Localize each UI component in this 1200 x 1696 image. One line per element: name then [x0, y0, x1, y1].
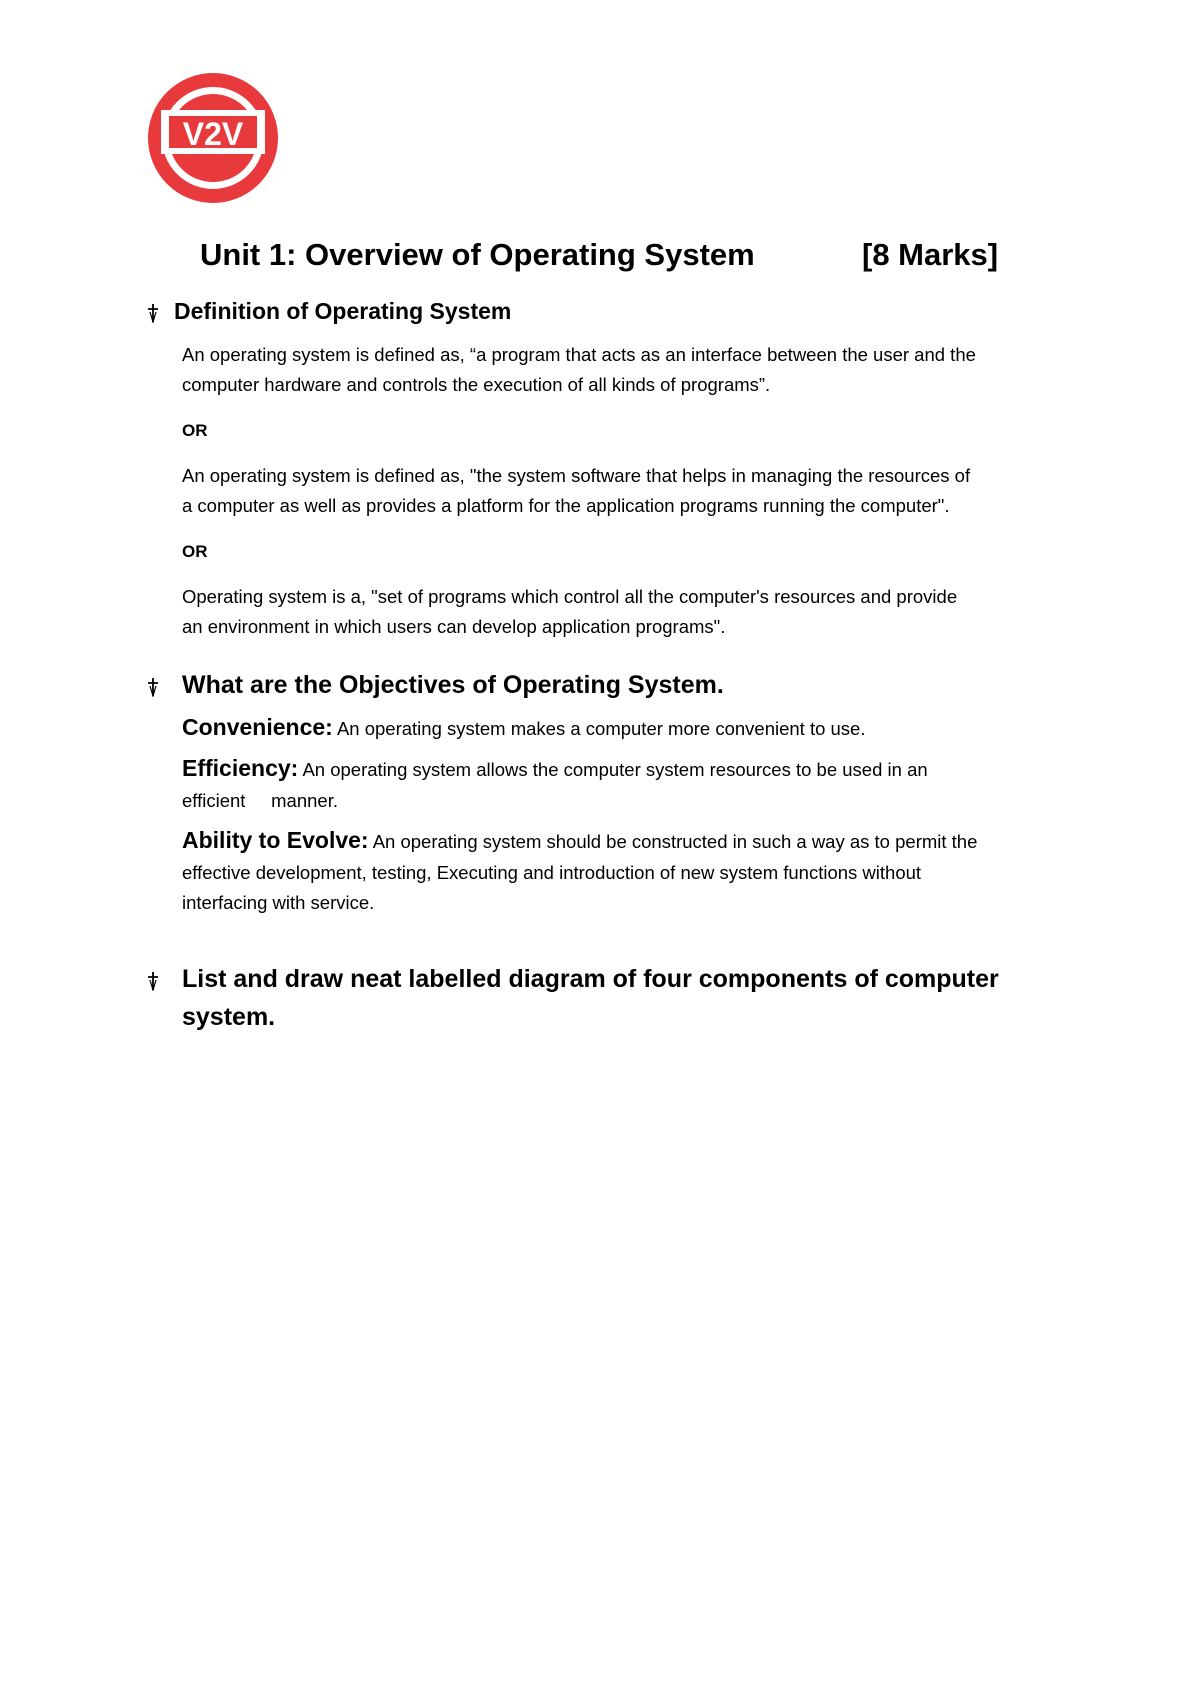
definition-para3-line1: Operating system is a, "set of programs which control all the computer's resources and provide — [182, 586, 958, 607]
objective-convenience — [182, 714, 866, 741]
svg-text:V2V: V2V — [182, 116, 244, 152]
objective-text: An operating system allows the computer system resources to be used in an — [298, 759, 928, 780]
objective-efficiency-line2: efficient manner. — [182, 790, 338, 811]
cross-bullet-icon — [147, 303, 159, 323]
objective-evolve — [182, 827, 977, 854]
components-heading-line1: List and draw neat labelled diagram of four components of computer — [182, 965, 999, 993]
definition-para3-line2: an environment in which users can develop application programs". — [182, 616, 726, 637]
cross-bullet-icon — [147, 677, 159, 697]
or-separator: OR — [182, 542, 208, 561]
objectives-heading: What are the Objectives of Operating System. — [182, 671, 724, 699]
objective-evolve-line3: interfacing with service. — [182, 892, 375, 913]
objective-term: Convenience: — [182, 714, 333, 740]
objective-efficiency — [182, 755, 928, 782]
v2v-logo — [147, 72, 279, 204]
objective-text: An operating system makes a computer more convenient to use. — [332, 718, 866, 739]
objective-text: An operating system should be constructed in such a way as to permit the — [368, 831, 978, 852]
objective-term: Ability to Evolve: — [182, 827, 369, 853]
cross-bullet-icon — [147, 971, 159, 991]
definition-heading: Definition of Operating System — [174, 298, 512, 324]
objective-evolve-line2: effective development, testing, Executing and introduction of new system functions without — [182, 862, 922, 883]
or-separator: OR — [182, 421, 208, 440]
definition-para2-line2: a computer as well as provides a platform for the application programs running the computer". — [182, 495, 950, 516]
page-title: Unit 1: Overview of Operating System — [200, 237, 755, 272]
components-heading-line2: system. — [182, 1003, 276, 1031]
definition-para1-line2: computer hardware and controls the execution of all kinds of programs”. — [182, 374, 771, 395]
definition-para1-line1: An operating system is defined as, “a program that acts as an interface between the user and the — [182, 344, 976, 365]
definition-para2-line1: An operating system is defined as, "the system software that helps in managing the resources of — [182, 465, 971, 486]
objective-term: Efficiency: — [182, 755, 299, 781]
marks-label: [8 Marks] — [862, 237, 999, 272]
